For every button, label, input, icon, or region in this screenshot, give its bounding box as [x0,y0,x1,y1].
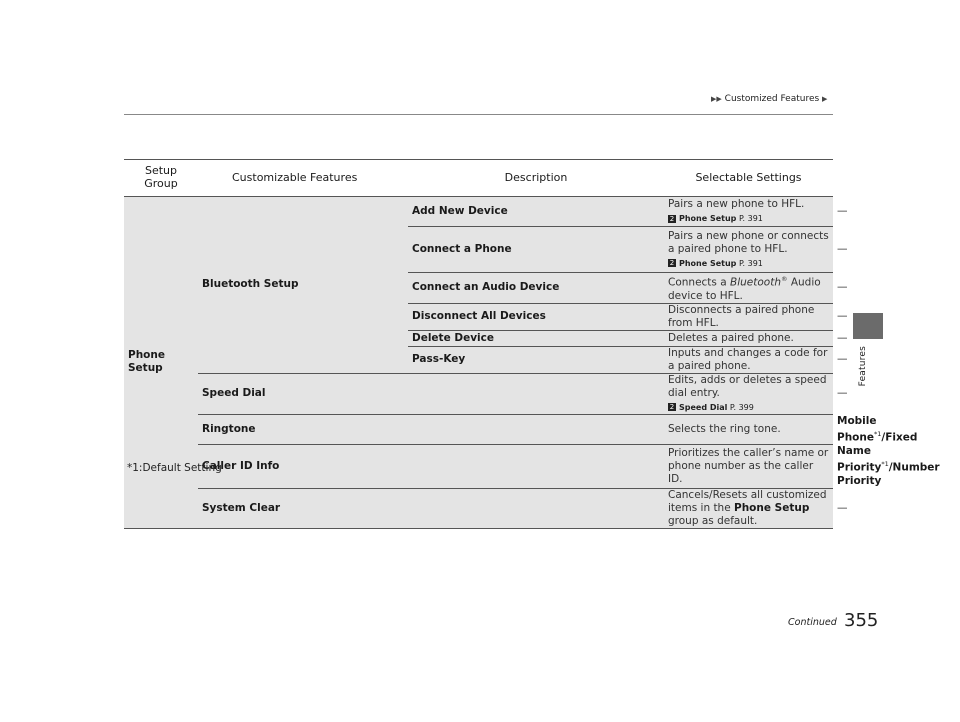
description-cell: Inputs and changes a code for a paired phone. [664,346,833,373]
description-text: Pairs a new phone or connects a paired phone to HFL. [668,229,829,255]
cross-reference[interactable] [668,212,829,225]
feature-cell: Disconnect All Devices [408,303,664,330]
header-rule [124,114,833,115]
description-text: group as default. [668,514,758,527]
description-cell [664,273,833,304]
reference-arrow-icon: 2 [669,259,675,267]
description-text: Cancels/Resets all customized items in the [668,488,827,514]
breadcrumb-label: Customized Features [724,94,820,104]
breadcrumb [711,94,827,104]
triangle-right-icon: ▶ [822,95,828,103]
table-row: Connect a Phone Pairs a new phone or connects a paired phone to HFL. 2 Phone Setup P. 391 — [124,227,833,273]
feature-cell: Add New Device [408,197,664,227]
setting-option: /Number Priority [837,461,940,487]
setting-option: Mobile Phone [837,414,877,443]
col-header-settings: Selectable Settings [664,160,833,197]
feature-cell: Delete Device [408,330,664,346]
table-row: Disconnect All Devices Disconnects a paired phone from HFL. — [124,303,833,330]
reference-page: P. 399 [729,402,754,412]
footnote: *1:Default Setting [127,462,222,474]
table-row: System Clear Cancels/Resets all customized items in the Phone Setup group as default. — [124,488,833,528]
description-cell [664,488,833,528]
description-cell: Prioritizes the caller’s name or phone number as the caller ID. [664,445,833,489]
settings-table [124,159,940,529]
col-header-group: Setup Group [124,160,198,197]
table-row: Delete Device Deletes a paired phone. — [124,330,833,346]
section-tab [853,313,883,339]
cross-reference[interactable] [668,257,829,270]
description-cell: Deletes a paired phone. [664,330,833,346]
description-text: Edits, adds or deletes a speed dial entry. [668,373,827,399]
description-text: Pairs a new phone to HFL. [668,198,805,210]
feature-cell: System Clear [198,488,664,528]
reference-arrow-icon: 2 [669,214,675,223]
description-cell [664,373,833,414]
table-row [124,445,833,489]
bluetooth-term: Bluetooth [730,276,781,289]
subgroup-cell: Bluetooth Setup [198,197,408,374]
section-label: Features [858,346,868,387]
triangle-right-icon: ▶▶ [711,95,722,103]
reference-label: Speed Dial [679,402,728,412]
reference-page: P. 391 [738,258,763,268]
page-number: 355 [844,610,879,631]
table-row [124,414,833,445]
feature-cell: Pass-Key [408,346,664,373]
table-row: Phone Setup Bluetooth Setup Add New Device Pairs a new phone to HFL. 2 Phone Setup P. 391 — [124,197,833,227]
feature-cell: Ringtone [198,414,664,445]
reference-label: Phone Setup [679,214,737,223]
footnote-mark: *1 [881,460,889,468]
feature-cell: Connect a Phone [408,227,664,273]
footnote-mark: *1 [873,429,882,438]
description-cell: Selects the ring tone. [664,414,833,445]
description-text: Connects a [668,276,730,289]
setting-option: /Fixed [881,431,918,443]
col-header-feature: Customizable Features [198,160,408,197]
table-row: Speed Dial Edits, adds or deletes a speed dial entry. 2 Speed Dial P. 399 — [124,373,833,414]
table-header-row [124,160,833,197]
feature-cell: Caller ID Info [198,445,664,489]
continued-label: Continued [788,617,837,628]
description-cell [664,197,833,227]
col-header-description: Description [408,160,664,197]
description-cell: Disconnects a paired phone from HFL. [664,303,833,330]
description-cell [664,227,833,273]
reference-label: Phone Setup [679,258,737,268]
table-row: Pass-Key Inputs and changes a code for a paired phone. — [124,346,833,373]
setting-option: Name Priority [837,445,882,474]
reference-arrow-icon: 2 [669,403,675,411]
table-row: Connect an Audio Device Connects a Bluetooth® Audio device to HFL. — [124,273,833,304]
feature-cell: Connect an Audio Device [408,273,664,304]
group-term: Phone Setup [734,501,810,514]
reference-page: P. 391 [738,214,763,223]
registered-mark: ® [780,275,788,283]
description-text: Audio device to HFL. [668,276,821,302]
group-cell: Phone Setup [124,197,198,529]
feature-cell: Speed Dial [198,373,664,414]
cross-reference[interactable] [668,401,829,414]
